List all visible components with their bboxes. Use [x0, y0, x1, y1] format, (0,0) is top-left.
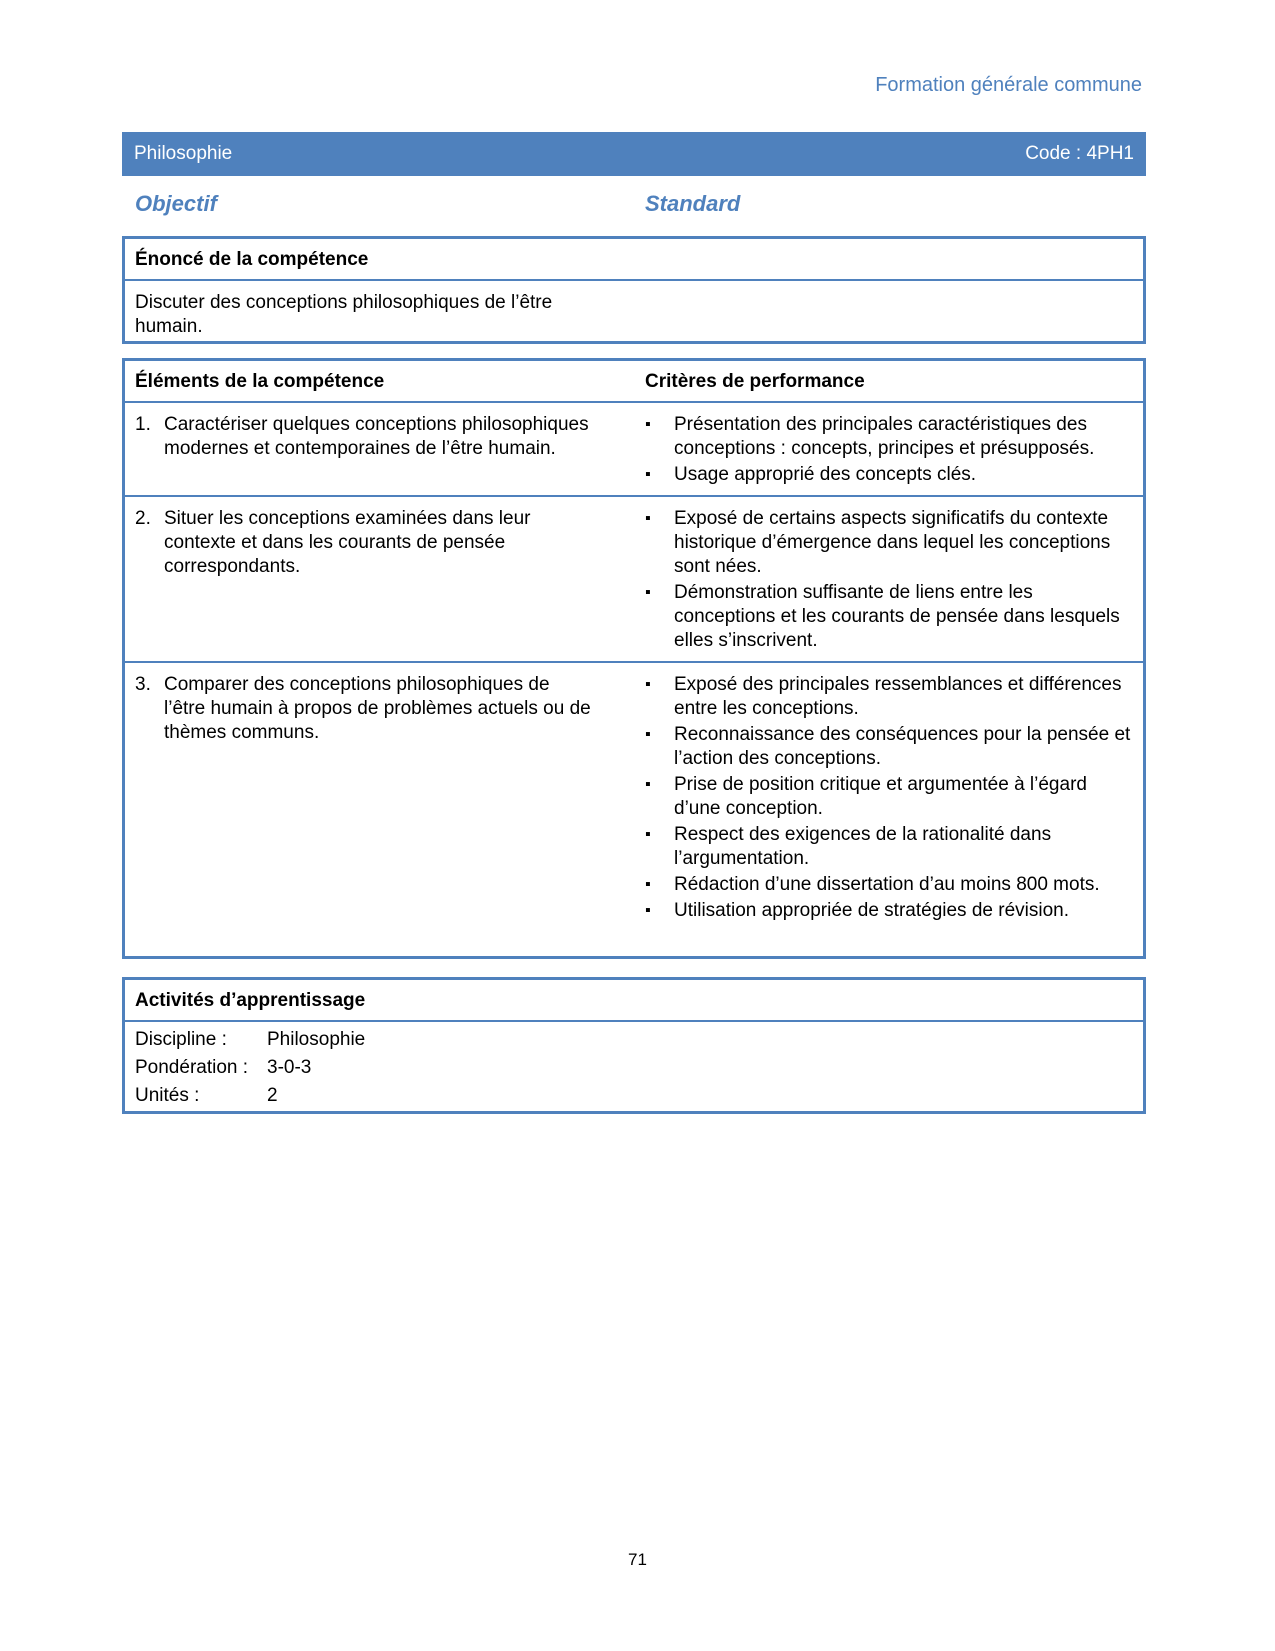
criterion-item — [645, 463, 1133, 487]
statement-text: Discuter des conceptions philosophiques de l’être humain. — [135, 292, 553, 337]
bullet-icon: ▪ — [645, 510, 651, 527]
bullet-icon: ▪ — [645, 902, 651, 919]
units-value: 2 — [267, 1085, 278, 1106]
criterion-text: Présentation des principales caractéristiques des conceptions : concepts, principes et présupposés. — [674, 414, 1095, 459]
criterion-item — [645, 581, 1133, 653]
element-text: Situer les conceptions examinées dans leur contexte et dans les courants de pensée correspondants. — [164, 508, 531, 577]
performance-criteria — [645, 413, 1133, 489]
element-number: 1. — [135, 414, 151, 435]
competence-element — [135, 673, 645, 925]
competence-row — [125, 661, 1143, 931]
statement-box — [122, 236, 1146, 344]
discipline-line — [125, 1026, 1143, 1054]
activities-box — [122, 977, 1146, 1114]
criterion-item — [645, 823, 1133, 871]
criterion-text: Prise de position critique et argumentée à l’égard d’une conception. — [674, 774, 1087, 819]
statement-heading: Énoncé de la compétence — [125, 239, 1143, 281]
performance-criteria — [645, 673, 1133, 925]
competence-element — [135, 507, 645, 655]
criteria-column-header: Critères de performance — [645, 371, 865, 392]
criterion-item — [645, 723, 1133, 771]
competence-table-header — [125, 361, 1143, 403]
criterion-text: Utilisation appropriée de stratégies de révision. — [674, 900, 1069, 921]
criterion-item — [645, 773, 1133, 821]
page-number: 71 — [628, 1550, 647, 1569]
competence-element — [135, 413, 645, 489]
competence-row — [125, 495, 1143, 661]
discipline-value: Philosophie — [267, 1029, 366, 1050]
bullet-icon: ▪ — [645, 584, 651, 601]
bullet-icon: ▪ — [645, 826, 651, 843]
discipline-label: Discipline : — [135, 1029, 227, 1050]
criterion-text: Démonstration suffisante de liens entre les conceptions et les courants de pensée dans lesquels elles s’inscrivent. — [674, 582, 1120, 651]
objective-label: Objectif — [135, 191, 217, 216]
course-title: Philosophie — [134, 143, 233, 164]
criterion-text: Rédaction d’une dissertation d’au moins 800 mots. — [674, 874, 1100, 895]
criterion-item — [645, 413, 1133, 461]
criterion-text: Exposé de certains aspects significatifs du contexte historique d’émergence dans lequel les conceptions sont nées. — [674, 508, 1111, 577]
bullet-icon: ▪ — [645, 876, 651, 893]
criterion-text: Reconnaissance des conséquences pour la pensée et l’action des conceptions. — [674, 724, 1131, 769]
criterion-item — [645, 873, 1133, 897]
program-header: Formation générale commune — [875, 74, 1142, 96]
weighting-label: Pondération : — [135, 1057, 249, 1078]
element-number: 3. — [135, 674, 151, 695]
bullet-icon: ▪ — [645, 416, 651, 433]
element-number: 2. — [135, 508, 151, 529]
criterion-item — [645, 673, 1133, 721]
activities-heading: Activités d’apprentissage — [125, 980, 1143, 1022]
criterion-item — [645, 507, 1133, 579]
bullet-icon: ▪ — [645, 726, 651, 743]
element-text: Comparer des conceptions philosophiques de l’être humain à propos de problèmes actuels ou de thèmes communs. — [164, 674, 591, 743]
weighting-value: 3-0-3 — [267, 1057, 312, 1078]
standard-label: Standard — [645, 191, 741, 216]
competence-table — [122, 358, 1146, 959]
performance-criteria — [645, 507, 1133, 655]
criterion-text: Usage approprié des concepts clés. — [674, 464, 977, 485]
units-line — [125, 1082, 1143, 1110]
elements-column-header: Éléments de la compétence — [135, 371, 385, 392]
bullet-icon: ▪ — [645, 466, 651, 483]
competence-row — [125, 403, 1143, 495]
bullet-icon: ▪ — [645, 776, 651, 793]
course-code: Code : 4PH1 — [1025, 143, 1134, 164]
criterion-item — [645, 899, 1133, 923]
bullet-icon: ▪ — [645, 676, 651, 693]
criterion-text: Respect des exigences de la rationalité dans l’argumentation. — [674, 824, 1052, 869]
course-banner — [122, 132, 1146, 176]
element-text: Caractériser quelques conceptions philosophiques modernes et contemporaines de l’être humain. — [164, 414, 589, 459]
units-label: Unités : — [135, 1085, 200, 1106]
weighting-line — [125, 1054, 1143, 1082]
criterion-text: Exposé des principales ressemblances et différences entre les conceptions. — [674, 674, 1122, 719]
